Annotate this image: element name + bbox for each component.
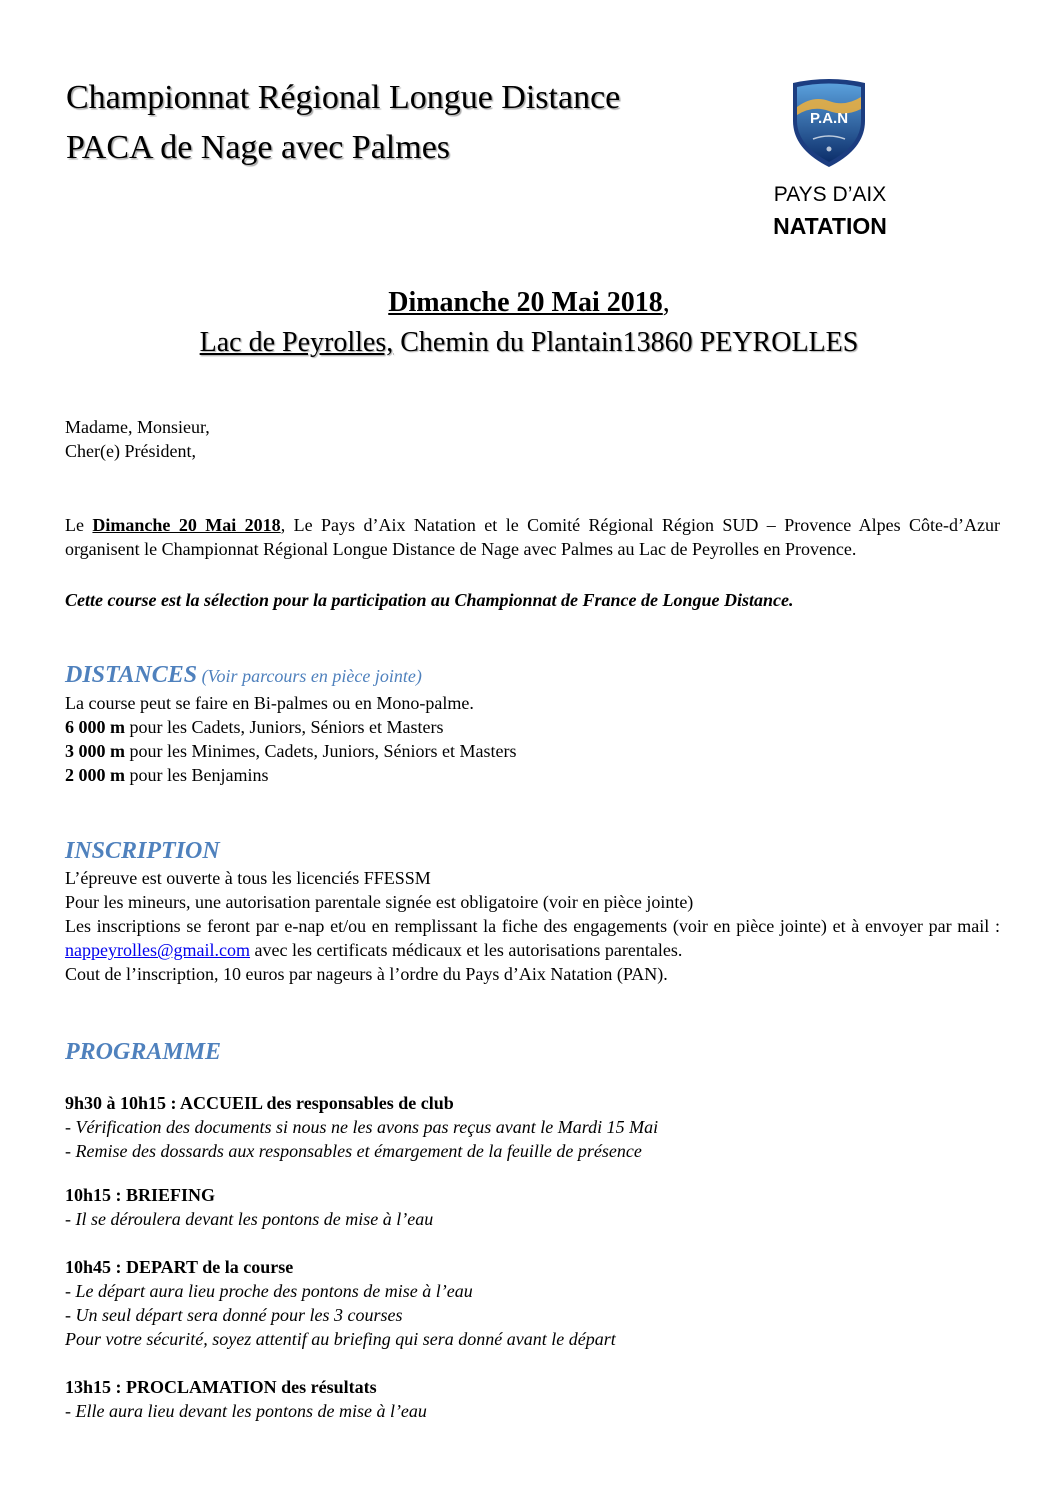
inscription-line-3-end: avec les certificats médicaux et les autorisations parentales. <box>250 940 683 960</box>
distances-section <box>65 660 1000 787</box>
programme-item <box>65 1255 1000 1351</box>
title-line-2: PACA de Nage avec Palmes <box>66 129 451 166</box>
greeting <box>65 415 1000 463</box>
selection-text: Cette course est la sélection pour la participation au Championnat de France de Longue Distance. <box>65 590 794 610</box>
email-link[interactable]: nappeyrolles@gmail.com <box>65 940 251 960</box>
inscription-line-3-text: Les inscriptions se feront par e-nap et/ou en remplissant la fiche des engagements (voir en pièce jointe) et à envoyer par mail : <box>65 916 1000 936</box>
programme-item-title: 10h45 : DEPART de la course <box>65 1257 294 1277</box>
programme-item-title: 10h15 : BRIEFING <box>65 1185 216 1205</box>
event-date-text: Dimanche 20 Mai 2018 <box>388 287 663 318</box>
programme-heading: PROGRAMME <box>65 1039 222 1065</box>
distance-value: 2 000 m <box>65 765 125 785</box>
programme-item-line: - Remise des dossards aux responsables et émargement de la feuille de présence <box>65 1141 642 1161</box>
programme-item-line: - Le départ aura lieu proche des pontons de mise à l’eau <box>65 1281 473 1301</box>
title-line-1: Championnat Régional Longue Distance <box>66 79 621 116</box>
club-name-line-1: PAYS D’AIX <box>773 183 887 206</box>
document-title <box>66 73 620 173</box>
distance-value: 3 000 m <box>65 741 125 761</box>
club-name-line-2: NATATION <box>773 213 887 239</box>
programme-item <box>65 1375 1000 1423</box>
distance-item <box>65 739 1000 763</box>
inscription-section <box>65 836 1000 986</box>
distance-desc: pour les Minimes, Cadets, Juniors, Séniors et Masters <box>125 741 517 761</box>
event-date-suffix: , <box>662 287 670 318</box>
intro-paragraph <box>65 513 1000 561</box>
distances-note: (Voir parcours en pièce jointe) <box>197 666 422 686</box>
programme-item-line: - Elle aura lieu devant les pontons de mise à l’eau <box>65 1401 427 1421</box>
distances-intro: La course peut se faire en Bi-palmes ou en Mono-palme. <box>65 693 474 713</box>
intro-date: Dimanche 20 Mai 2018 <box>92 515 281 535</box>
inscription-heading: INSCRIPTION <box>65 838 220 864</box>
greeting-line-1: Madame, Monsieur, <box>65 417 210 437</box>
inscription-line-3 <box>65 914 1000 962</box>
club-name <box>750 182 910 241</box>
programme-item <box>65 1091 1000 1163</box>
programme-item-title: 13h15 : PROCLAMATION des résultats <box>65 1377 377 1397</box>
event-place: Lac de Peyrolles, <box>199 327 394 358</box>
programme-item-line: - Un seul départ sera donné pour les 3 courses <box>65 1305 403 1325</box>
inscription-line-1: L’épreuve est ouverte à tous les licenciés FFESSM <box>65 868 431 888</box>
programme-item-line: Pour votre sécurité, soyez attentif au briefing qui sera donné avant le départ <box>65 1329 616 1349</box>
distances-heading-text: DISTANCES <box>65 662 198 688</box>
selection-note <box>65 588 1000 612</box>
intro-text: , Le Pays d’Aix Natation et le Comité Régional Région SUD – Provence Alpes Côte-d’Azur organisent le Championnat Régional Longue Distance de Nage avec Palmes au Lac de Peyrolles en Provence. <box>65 515 1001 559</box>
programme-item-line: - Vérification des documents si nous ne les avons pas reçus avant le Mardi 15 Mai <box>65 1117 659 1137</box>
event-date <box>0 284 1058 322</box>
distance-value: 6 000 m <box>65 717 125 737</box>
inscription-line-2: Pour les mineurs, une autorisation parentale signée est obligatoire (voir en pièce jointe) <box>65 892 694 912</box>
programme-item-line: - Il se déroulera devant les pontons de mise à l’eau <box>65 1209 434 1229</box>
distance-item <box>65 715 1000 739</box>
distance-item <box>65 763 1000 787</box>
event-address: Chemin du Plantain13860 PEYROLLES <box>393 327 859 358</box>
inscription-line-4: Cout de l’inscription, 10 euros par nageurs à l’ordre du Pays d’Aix Natation (PAN). <box>65 964 668 984</box>
distance-desc: pour les Benjamins <box>125 765 269 785</box>
programme-section <box>65 1037 1000 1067</box>
distances-heading <box>65 660 1000 691</box>
greeting-line-2: Cher(e) Président, <box>65 441 196 461</box>
intro-prefix: Le <box>65 515 93 535</box>
distance-desc: pour les Cadets, Juniors, Séniors et Masters <box>125 717 444 737</box>
event-location <box>0 324 1058 362</box>
programme-item-title: 9h30 à 10h15 : ACCUEIL des responsables de club <box>65 1093 454 1113</box>
svg-text:P.A.N: P.A.N <box>809 110 849 127</box>
programme-item <box>65 1183 1000 1231</box>
pan-club-logo <box>783 77 875 169</box>
